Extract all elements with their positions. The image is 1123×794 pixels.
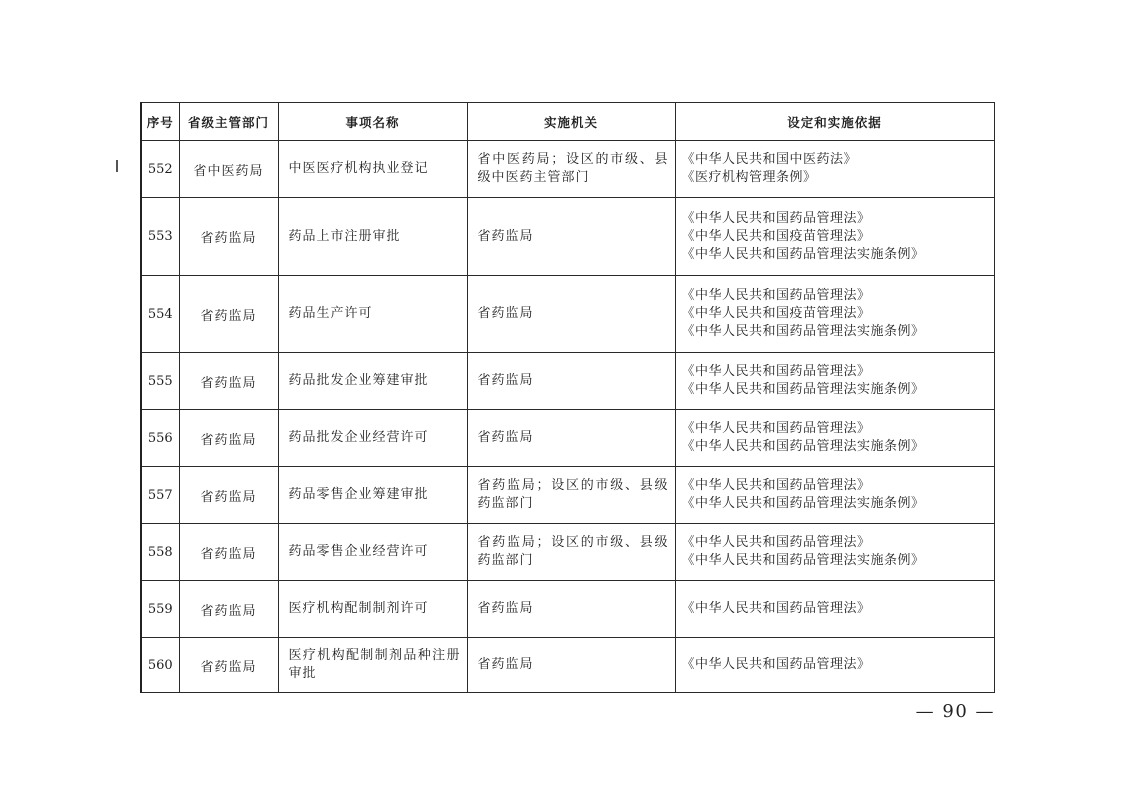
cell-agency: 省药监局 [467,638,675,693]
cell-basis [675,198,994,276]
cell-item: 药品批发企业经营许可 [278,410,467,467]
cell-dept: 省药监局 [179,198,278,276]
cell-item: 药品上市注册审批 [278,198,467,276]
cell-agency: 省药监局 [467,353,675,410]
cell-item: 中医医疗机构执业登记 [278,141,467,198]
cell-seq: 558 [141,524,179,581]
cell-item: 药品零售企业筹建审批 [278,467,467,524]
basis-line: 《中华人民共和国药品管理法》 [681,288,871,303]
cell-dept: 省药监局 [179,581,278,638]
cell-agency: 省药监局；设区的市级、县级药监部门 [467,467,675,524]
cell-seq: 553 [141,198,179,276]
cell-basis [675,141,994,198]
cell-seq: 559 [141,581,179,638]
basis-line: 《中华人民共和国药品管理法实施条例》 [681,439,925,454]
cell-seq: 552 [141,141,179,198]
cell-dept: 省药监局 [179,638,278,693]
basis-line: 《中华人民共和国药品管理法实施条例》 [681,246,925,262]
scan-mark [116,160,118,172]
cell-seq: 557 [141,467,179,524]
basis-line: 《中华人民共和国药品管理法》 [681,364,871,379]
header-dept: 省级主管部门 [179,103,278,141]
cell-item: 药品批发企业筹建审批 [278,353,467,410]
cell-item: 药品生产许可 [278,276,467,353]
cell-basis [675,467,994,524]
cell-seq: 555 [141,353,179,410]
header-seq: 序号 [141,103,179,141]
page-number: — 90 — [915,701,995,722]
cell-dept: 省药监局 [179,276,278,353]
basis-line: 《中华人民共和国药品管理法》 [681,478,871,493]
cell-seq: 556 [141,410,179,467]
cell-dept: 省药监局 [179,467,278,524]
cell-agency: 省药监局 [467,410,675,467]
cell-dept: 省中医药局 [179,141,278,198]
cell-basis [675,353,994,410]
basis-line: 《中华人民共和国药品管理法实施条例》 [681,553,925,568]
cell-agency: 省药监局 [467,581,675,638]
basis-line: 《中华人民共和国药品管理法》 [681,535,871,550]
basis-line: 《中华人民共和国药品管理法》 [681,421,871,436]
cell-basis [675,276,994,353]
basis-line: 《中华人民共和国药品管理法实施条例》 [681,496,925,511]
cell-basis [675,581,994,638]
table-header-row [141,103,994,141]
basis-line: 《中华人民共和国药品管理法》 [681,657,871,672]
basis-line: 《中华人民共和国药品管理法实施条例》 [681,382,925,397]
cell-item: 医疗机构配制制剂品种注册审批 [278,638,467,693]
cell-agency: 省药监局；设区的市级、县级药监部门 [467,524,675,581]
cell-seq: 554 [141,276,179,353]
basis-line: 《中华人民共和国疫苗管理法》 [681,228,871,244]
cell-seq: 560 [141,638,179,693]
cell-dept: 省药监局 [179,410,278,467]
header-agency: 实施机关 [467,103,675,141]
header-basis: 设定和实施依据 [675,103,994,141]
items-table [140,102,995,693]
table-row [141,353,994,410]
cell-dept: 省药监局 [179,524,278,581]
basis-line: 《中华人民共和国药品管理法》 [681,601,871,616]
basis-line: 《中华人民共和国药品管理法》 [681,210,871,226]
basis-line: 《医疗机构管理条例》 [681,170,817,185]
cell-item: 药品零售企业经营许可 [278,524,467,581]
cell-dept: 省药监局 [179,353,278,410]
cell-basis [675,524,994,581]
cell-basis [675,638,994,693]
table-row [141,581,994,638]
table-row [141,524,994,581]
table-row [141,141,994,198]
cell-agency: 省药监局 [467,276,675,353]
cell-agency: 省中医药局；设区的市级、县级中医药主管部门 [467,141,675,198]
table-row [141,198,994,276]
table-row [141,638,994,693]
cell-item: 医疗机构配制制剂许可 [278,581,467,638]
cell-agency: 省药监局 [467,198,675,276]
table-row [141,410,994,467]
table-row [141,276,994,353]
header-item: 事项名称 [278,103,467,141]
table-row [141,467,994,524]
basis-line: 《中华人民共和国疫苗管理法》 [681,306,871,321]
basis-line: 《中华人民共和国中医药法》 [681,152,858,167]
cell-basis [675,410,994,467]
basis-line: 《中华人民共和国药品管理法实施条例》 [681,324,925,339]
